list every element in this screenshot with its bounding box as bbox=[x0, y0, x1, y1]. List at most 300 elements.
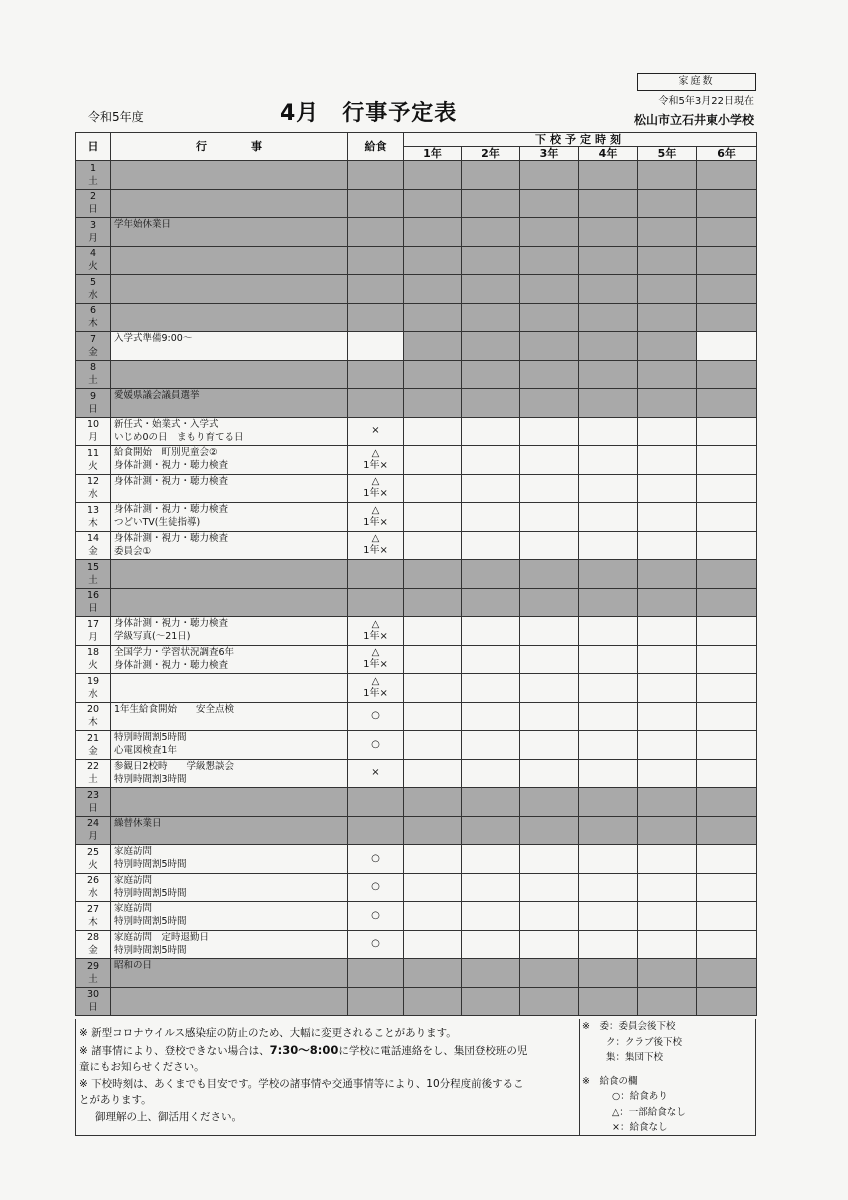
dismissal-cell bbox=[579, 246, 638, 275]
dismissal-cell bbox=[462, 645, 520, 674]
dismissal-cell bbox=[638, 417, 697, 446]
notes-panel bbox=[75, 1019, 756, 1136]
dismissal-cell bbox=[697, 189, 757, 218]
dismissal-cell bbox=[520, 218, 579, 247]
legend-line: △：一部給食なし bbox=[612, 1106, 686, 1118]
dismissal-cell bbox=[638, 759, 697, 788]
dismissal-cell bbox=[404, 389, 462, 418]
lunch-cell bbox=[348, 816, 404, 845]
day-cell: 23 日 bbox=[76, 788, 111, 817]
table-row bbox=[76, 303, 757, 332]
day-cell: 20 木 bbox=[76, 702, 111, 731]
day-cell: 2 日 bbox=[76, 189, 111, 218]
note-line: とがあります。 bbox=[79, 1094, 152, 1106]
dismissal-cell bbox=[404, 873, 462, 902]
lunch-cell bbox=[348, 959, 404, 988]
day-cell: 29 土 bbox=[76, 959, 111, 988]
day-cell: 24 月 bbox=[76, 816, 111, 845]
day-cell: 9 日 bbox=[76, 389, 111, 418]
dismissal-cell bbox=[638, 560, 697, 589]
lunch-cell bbox=[348, 275, 404, 304]
grade-header: 1年 bbox=[404, 147, 462, 161]
lunch-cell bbox=[348, 987, 404, 1016]
dismissal-cell bbox=[520, 360, 579, 389]
lunch-cell bbox=[348, 303, 404, 332]
dismissal-cell bbox=[404, 332, 462, 361]
note-line: ※ 下校時刻は、あくまでも目安です。学校の諸事情や交通事情等により、10分程度前後するこ bbox=[79, 1077, 524, 1090]
dismissal-cell bbox=[579, 161, 638, 190]
dismissal-cell bbox=[638, 303, 697, 332]
event-cell bbox=[111, 360, 348, 389]
dismissal-cell bbox=[579, 303, 638, 332]
dismissal-cell bbox=[697, 987, 757, 1016]
dismissal-cell bbox=[520, 503, 579, 532]
dismissal-cell bbox=[404, 959, 462, 988]
event-cell bbox=[111, 987, 348, 1016]
dismissal-cell bbox=[462, 987, 520, 1016]
dismissal-cell bbox=[638, 503, 697, 532]
table-row bbox=[76, 731, 757, 760]
dismissal-cell bbox=[462, 588, 520, 617]
day-cell: 16 日 bbox=[76, 588, 111, 617]
dismissal-cell bbox=[697, 275, 757, 304]
dismissal-cell bbox=[404, 930, 462, 959]
dismissal-cell bbox=[579, 503, 638, 532]
dismissal-cell bbox=[697, 360, 757, 389]
dismissal-cell bbox=[404, 702, 462, 731]
dismissal-cell bbox=[697, 902, 757, 931]
table-row bbox=[76, 930, 757, 959]
event-cell: 参観日2校時 学級懇談会 特別時間割3時間 bbox=[111, 759, 348, 788]
day-cell: 4 火 bbox=[76, 246, 111, 275]
table-row bbox=[76, 560, 757, 589]
dismissal-cell bbox=[462, 332, 520, 361]
day-cell: 18 火 bbox=[76, 645, 111, 674]
lunch-cell: × bbox=[348, 759, 404, 788]
event-cell bbox=[111, 303, 348, 332]
lunch-cell: △ 1年× bbox=[348, 617, 404, 646]
dismissal-cell bbox=[462, 560, 520, 589]
dismissal-cell bbox=[462, 959, 520, 988]
table-row bbox=[76, 446, 757, 475]
dismissal-cell bbox=[520, 930, 579, 959]
dismissal-cell bbox=[579, 731, 638, 760]
event-cell bbox=[111, 161, 348, 190]
dismissal-cell bbox=[638, 987, 697, 1016]
event-cell: 身体計測・視力・聴力検査 bbox=[111, 474, 348, 503]
phone-time: 7:30～8:00 bbox=[269, 1042, 339, 1057]
dismissal-cell bbox=[638, 674, 697, 703]
dismissal-cell bbox=[404, 446, 462, 475]
legend-line: ク：クラブ後下校 bbox=[606, 1036, 683, 1048]
dismissal-cell bbox=[462, 617, 520, 646]
dismissal-cell bbox=[462, 275, 520, 304]
school-name: 松山市立石井東小学校 bbox=[633, 113, 754, 127]
dismissal-cell bbox=[638, 930, 697, 959]
table-row bbox=[76, 617, 757, 646]
dismissal-cell bbox=[520, 275, 579, 304]
dismissal-cell bbox=[579, 218, 638, 247]
lunch-header: 給食 bbox=[348, 133, 404, 161]
dismissal-cell bbox=[638, 161, 697, 190]
dismissal-cell bbox=[520, 560, 579, 589]
dismissal-cell bbox=[404, 474, 462, 503]
day-cell: 21 金 bbox=[76, 731, 111, 760]
dismissal-cell bbox=[697, 588, 757, 617]
day-cell: 14 金 bbox=[76, 531, 111, 560]
dismissal-cell bbox=[520, 845, 579, 874]
dismissal-cell bbox=[579, 446, 638, 475]
note-line: ※ 諸事情により、登校できない場合は、7:30～8:00に学校に電話連絡をし、集団登校班の児 bbox=[79, 1042, 528, 1057]
dismissal-cell bbox=[697, 303, 757, 332]
dismissal-cell bbox=[520, 617, 579, 646]
dismissal-cell bbox=[697, 731, 757, 760]
dismissal-cell bbox=[404, 161, 462, 190]
dismissal-cell bbox=[462, 474, 520, 503]
dismissal-cell bbox=[638, 531, 697, 560]
table-row bbox=[76, 788, 757, 817]
dismissal-cell bbox=[638, 845, 697, 874]
dismissal-cell bbox=[697, 816, 757, 845]
grade-header: 6年 bbox=[697, 147, 757, 161]
event-header: 行 事 bbox=[111, 133, 348, 161]
dismissal-cell bbox=[579, 788, 638, 817]
dismissal-cell bbox=[579, 902, 638, 931]
dismissal-cell bbox=[638, 389, 697, 418]
dismissal-cell bbox=[520, 788, 579, 817]
dismissal-cell bbox=[404, 674, 462, 703]
day-cell: 15 土 bbox=[76, 560, 111, 589]
dismissal-cell bbox=[462, 702, 520, 731]
dismissal-cell bbox=[638, 588, 697, 617]
dismissal-cell bbox=[579, 759, 638, 788]
dismissal-cell bbox=[520, 246, 579, 275]
day-cell: 30 日 bbox=[76, 987, 111, 1016]
day-cell: 10 月 bbox=[76, 417, 111, 446]
dismissal-cell bbox=[579, 189, 638, 218]
dismissal-cell bbox=[462, 759, 520, 788]
dismissal-cell bbox=[404, 218, 462, 247]
dismissal-cell bbox=[462, 788, 520, 817]
lunch-cell: × bbox=[348, 417, 404, 446]
fiscal-year: 令和5年度 bbox=[88, 110, 144, 124]
grade-header: 3年 bbox=[520, 147, 579, 161]
lunch-cell: ○ bbox=[348, 702, 404, 731]
dismissal-cell bbox=[462, 731, 520, 760]
event-cell bbox=[111, 788, 348, 817]
day-cell: 17 月 bbox=[76, 617, 111, 646]
dismissal-cell bbox=[404, 987, 462, 1016]
legend-line: 集：集団下校 bbox=[606, 1052, 664, 1063]
lunch-cell: △ 1年× bbox=[348, 531, 404, 560]
dismissal-cell bbox=[520, 189, 579, 218]
dismissal-cell bbox=[697, 873, 757, 902]
dismissal-cell bbox=[404, 531, 462, 560]
day-cell: 1 土 bbox=[76, 161, 111, 190]
dismissal-cell bbox=[638, 645, 697, 674]
lunch-cell bbox=[348, 161, 404, 190]
dismissal-cell bbox=[404, 645, 462, 674]
event-cell: 家庭訪問 特別時間割5時間 bbox=[111, 873, 348, 902]
dismissal-cell bbox=[520, 446, 579, 475]
dismissal-cell bbox=[462, 161, 520, 190]
dismissal-cell bbox=[520, 645, 579, 674]
day-cell: 13 木 bbox=[76, 503, 111, 532]
table-row bbox=[76, 474, 757, 503]
dismissal-cell bbox=[579, 873, 638, 902]
event-cell: 繰替休業日 bbox=[111, 816, 348, 845]
lunch-cell: △ 1年× bbox=[348, 645, 404, 674]
day-cell: 27 木 bbox=[76, 902, 111, 931]
lunch-cell bbox=[348, 588, 404, 617]
dismissal-cell bbox=[404, 845, 462, 874]
day-cell: 3 月 bbox=[76, 218, 111, 247]
dismissal-cell bbox=[404, 731, 462, 760]
dismissal-cell bbox=[520, 303, 579, 332]
dismissal-cell bbox=[579, 816, 638, 845]
note-line: 童にもお知らせください。 bbox=[79, 1061, 205, 1073]
event-cell: 家庭訪問 特別時間割5時間 bbox=[111, 845, 348, 874]
dismissal-cell bbox=[520, 702, 579, 731]
dismissal-cell bbox=[462, 873, 520, 902]
day-cell: 11 火 bbox=[76, 446, 111, 475]
as-of-date: 令和5年3月22日現在 bbox=[658, 96, 754, 107]
event-cell: 全国学力・学習状況調査6年 身体計測・視力・聴力検査 bbox=[111, 645, 348, 674]
event-cell: 昭和の日 bbox=[111, 959, 348, 988]
dismissal-cell bbox=[697, 645, 757, 674]
table-row bbox=[76, 588, 757, 617]
table-row bbox=[76, 987, 757, 1016]
dismissal-cell bbox=[404, 246, 462, 275]
dismissal-cell bbox=[697, 218, 757, 247]
dismissal-cell bbox=[520, 674, 579, 703]
dismissal-cell bbox=[579, 987, 638, 1016]
dismissal-cell bbox=[638, 360, 697, 389]
lunch-cell: ○ bbox=[348, 731, 404, 760]
dismissal-cell bbox=[697, 332, 757, 361]
dismissal-cell bbox=[404, 902, 462, 931]
dismissal-cell bbox=[520, 531, 579, 560]
dismissal-cell bbox=[697, 788, 757, 817]
dismissal-cell bbox=[638, 446, 697, 475]
lunch-cell bbox=[348, 560, 404, 589]
dismissal-cell bbox=[638, 474, 697, 503]
event-cell bbox=[111, 588, 348, 617]
note-line: 御理解の上、御活用ください。 bbox=[95, 1110, 242, 1123]
dismissal-cell bbox=[462, 845, 520, 874]
table-row bbox=[76, 702, 757, 731]
lunch-cell: △ 1年× bbox=[348, 474, 404, 503]
dismissal-cell bbox=[579, 588, 638, 617]
dismissal-cell bbox=[404, 189, 462, 218]
dismissal-cell bbox=[462, 417, 520, 446]
lunch-cell bbox=[348, 246, 404, 275]
event-cell: 家庭訪問 特別時間割5時間 bbox=[111, 902, 348, 931]
dismissal-cell bbox=[462, 246, 520, 275]
dismissal-cell bbox=[520, 759, 579, 788]
day-cell: 7 金 bbox=[76, 332, 111, 361]
table-row bbox=[76, 417, 757, 446]
dismissal-cell bbox=[638, 873, 697, 902]
lunch-cell: △ 1年× bbox=[348, 503, 404, 532]
dismissal-cell bbox=[462, 531, 520, 560]
event-cell bbox=[111, 189, 348, 218]
table-row bbox=[76, 389, 757, 418]
event-cell: 新任式・始業式・入学式 いじめ0の日 まもり育てる日 bbox=[111, 417, 348, 446]
dismissal-cell bbox=[697, 446, 757, 475]
dismissal-cell bbox=[638, 189, 697, 218]
lunch-cell bbox=[348, 360, 404, 389]
table-row bbox=[76, 959, 757, 988]
day-cell: 6 木 bbox=[76, 303, 111, 332]
dismissal-cell bbox=[404, 360, 462, 389]
table-row bbox=[76, 531, 757, 560]
event-cell: 身体計測・視力・聴力検査 学級写真(～21日) bbox=[111, 617, 348, 646]
dismissal-cell bbox=[520, 873, 579, 902]
dismissal-cell bbox=[462, 303, 520, 332]
dismissal-cell bbox=[697, 417, 757, 446]
dismissal-cell bbox=[520, 816, 579, 845]
dismissal-cell bbox=[579, 930, 638, 959]
dismissal-cell bbox=[697, 617, 757, 646]
dismissal-cell bbox=[697, 161, 757, 190]
dismissal-cell bbox=[404, 588, 462, 617]
dismissal-cell bbox=[697, 702, 757, 731]
table-row bbox=[76, 645, 757, 674]
dismissal-cell bbox=[579, 617, 638, 646]
dismissal-cell bbox=[579, 645, 638, 674]
dismissal-cell bbox=[579, 389, 638, 418]
dismissal-header: 下校予定時刻 bbox=[404, 133, 757, 147]
dismissal-cell bbox=[520, 731, 579, 760]
day-cell: 19 水 bbox=[76, 674, 111, 703]
table-row bbox=[76, 674, 757, 703]
dismissal-cell bbox=[520, 588, 579, 617]
dismissal-cell bbox=[579, 275, 638, 304]
lunch-cell: ○ bbox=[348, 930, 404, 959]
lunch-cell: △ 1年× bbox=[348, 446, 404, 475]
dismissal-cell bbox=[638, 617, 697, 646]
dismissal-cell bbox=[462, 446, 520, 475]
dismissal-cell bbox=[404, 788, 462, 817]
table-row bbox=[76, 902, 757, 931]
household-count-box: 家庭数 bbox=[637, 73, 756, 91]
dismissal-cell bbox=[638, 731, 697, 760]
lunch-cell: ○ bbox=[348, 902, 404, 931]
dismissal-cell bbox=[638, 702, 697, 731]
dismissal-cell bbox=[638, 332, 697, 361]
dismissal-cell bbox=[520, 902, 579, 931]
dismissal-cell bbox=[520, 417, 579, 446]
dismissal-cell bbox=[462, 218, 520, 247]
lunch-cell: ○ bbox=[348, 873, 404, 902]
grade-header: 2年 bbox=[462, 147, 520, 161]
lunch-cell: △ 1年× bbox=[348, 674, 404, 703]
dismissal-cell bbox=[638, 275, 697, 304]
dismissal-cell bbox=[697, 474, 757, 503]
dismissal-cell bbox=[579, 560, 638, 589]
dismissal-cell bbox=[462, 189, 520, 218]
schedule-body bbox=[76, 161, 757, 1016]
event-cell bbox=[111, 275, 348, 304]
dismissal-cell bbox=[579, 845, 638, 874]
table-row bbox=[76, 816, 757, 845]
note-line: ※ 新型コロナウイルス感染症の防止のため、大幅に変更されることがあります。 bbox=[79, 1027, 457, 1039]
dismissal-cell bbox=[462, 816, 520, 845]
day-cell: 12 水 bbox=[76, 474, 111, 503]
page-title: 4月 行事予定表 bbox=[280, 101, 458, 126]
lunch-cell bbox=[348, 332, 404, 361]
dismissal-cell bbox=[697, 246, 757, 275]
legend-line: ×：給食なし bbox=[612, 1122, 668, 1133]
day-cell: 25 火 bbox=[76, 845, 111, 874]
dismissal-cell bbox=[462, 674, 520, 703]
dismissal-cell bbox=[404, 560, 462, 589]
event-cell: 1年生給食開始 安全点検 bbox=[111, 702, 348, 731]
table-row bbox=[76, 246, 757, 275]
dismissal-cell bbox=[697, 531, 757, 560]
dismissal-cell bbox=[462, 930, 520, 959]
dismissal-cell bbox=[404, 275, 462, 304]
dismissal-cell bbox=[697, 503, 757, 532]
event-cell: 家庭訪問 定時退勤日 特別時間割5時間 bbox=[111, 930, 348, 959]
dismissal-cell bbox=[579, 360, 638, 389]
dismissal-cell bbox=[638, 816, 697, 845]
dismissal-cell bbox=[404, 303, 462, 332]
lunch-cell bbox=[348, 788, 404, 817]
dismissal-cell bbox=[697, 759, 757, 788]
day-cell: 26 水 bbox=[76, 873, 111, 902]
event-cell bbox=[111, 246, 348, 275]
dismissal-cell bbox=[697, 674, 757, 703]
grade-header: 5年 bbox=[638, 147, 697, 161]
day-cell: 5 水 bbox=[76, 275, 111, 304]
dismissal-cell bbox=[697, 959, 757, 988]
event-cell: 給食開始 町別児童会② 身体計測・視力・聴力検査 bbox=[111, 446, 348, 475]
dismissal-cell bbox=[462, 360, 520, 389]
event-cell: 学年始休業日 bbox=[111, 218, 348, 247]
event-cell: 愛媛県議会議員選挙 bbox=[111, 389, 348, 418]
dismissal-cell bbox=[462, 902, 520, 931]
dismissal-cell bbox=[579, 531, 638, 560]
event-cell bbox=[111, 560, 348, 589]
dismissal-cell bbox=[579, 959, 638, 988]
table-row bbox=[76, 503, 757, 532]
table-row bbox=[76, 275, 757, 304]
day-cell: 28 金 bbox=[76, 930, 111, 959]
lunch-cell bbox=[348, 189, 404, 218]
day-cell: 8 土 bbox=[76, 360, 111, 389]
dismissal-cell bbox=[404, 617, 462, 646]
table-row bbox=[76, 161, 757, 190]
dismissal-cell bbox=[579, 417, 638, 446]
event-cell: 身体計測・視力・聴力検査 つどいTV(生徒指導) bbox=[111, 503, 348, 532]
table-row bbox=[76, 759, 757, 788]
dismissal-cell bbox=[638, 959, 697, 988]
event-cell bbox=[111, 674, 348, 703]
dismissal-cell bbox=[579, 332, 638, 361]
day-header: 日 bbox=[76, 133, 111, 161]
dismissal-cell bbox=[404, 816, 462, 845]
dismissal-cell bbox=[697, 560, 757, 589]
table-row bbox=[76, 360, 757, 389]
dismissal-cell bbox=[404, 759, 462, 788]
dismissal-cell bbox=[462, 503, 520, 532]
table-row bbox=[76, 332, 757, 361]
event-cell: 入学式準備9:00～ bbox=[111, 332, 348, 361]
dismissal-cell bbox=[462, 389, 520, 418]
dismissal-cell bbox=[638, 218, 697, 247]
